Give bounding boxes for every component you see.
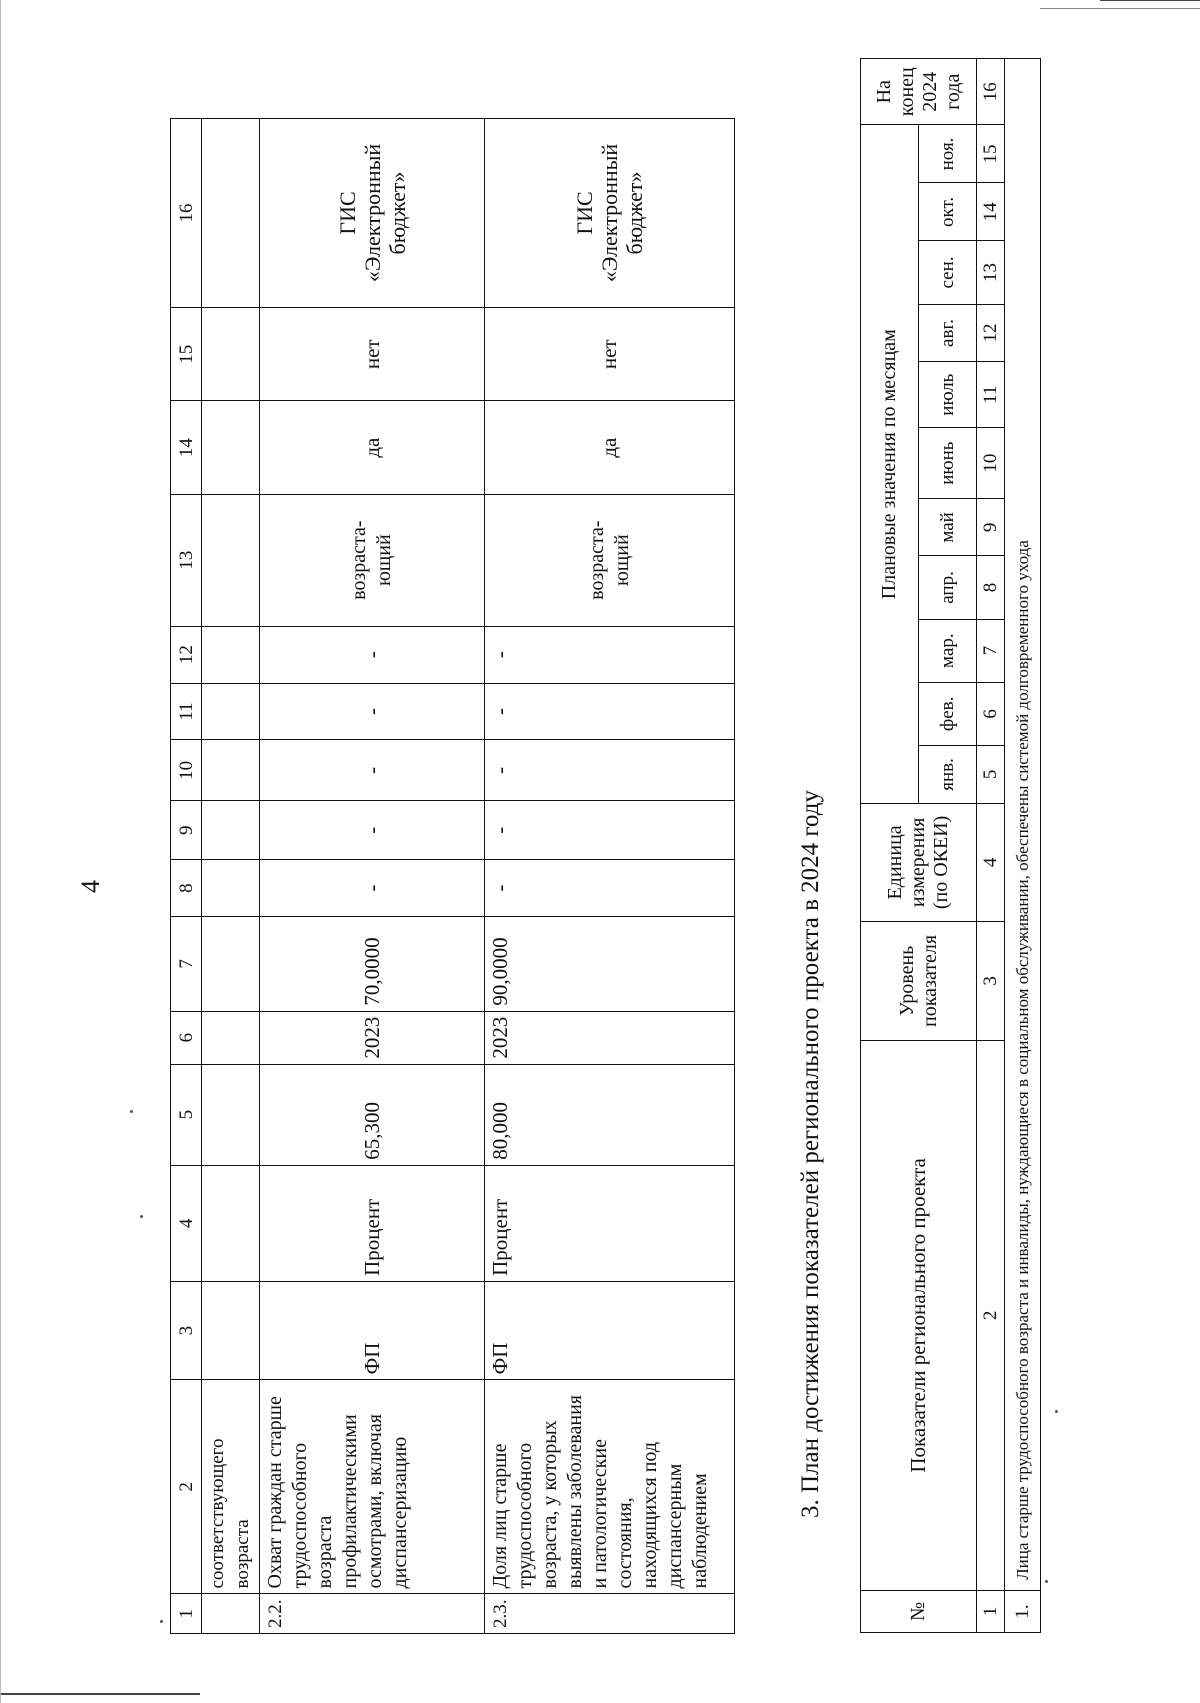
continuation-name: соответствующего возраста [202,1380,260,1594]
num-header: № [861,1590,977,1632]
item-text: Лица старше трудоспособного возраста и инвалиды, нуждающиеся в социальном обслуживании, обеспечены системой долговременного ухода [1005,59,1041,1591]
col-num: 14 [977,183,1005,241]
month-apr: апр. [919,556,977,619]
indicator-name: Охват граждан старше трудоспособного возраста профилактическими осмотрами, включая диспансеризацию [260,1380,485,1594]
col-num: 4 [977,803,1005,921]
table-row-continuation [202,119,260,1634]
header-cell: 5 [171,1064,202,1165]
header-cell: 14 [171,401,202,494]
header-cell: 6 [171,1011,202,1064]
table-row [260,119,485,1634]
plan-item-row [1005,59,1041,1633]
level-header: Уровень показателя [861,921,977,1040]
dash-cell: - [260,740,485,801]
header-cell: 7 [171,917,202,1012]
month-oct: окт. [919,183,977,241]
dash-cell: - [485,801,735,860]
dash-cell: - [260,683,485,740]
indicator-type: ФП [260,1281,485,1379]
col-num: 7 [977,619,1005,682]
indicator-header: Показатели регионального проекта [861,1040,977,1590]
plan-header-row [861,59,919,1633]
row-number: 2.2. [260,1594,485,1634]
target-value: 90,0000 [485,917,735,1012]
header-cell: 9 [171,801,202,860]
item-number: 1. [1005,1590,1041,1632]
flag-yes: да [260,401,485,494]
dash-cell: - [260,860,485,917]
dash-cell: - [485,860,735,917]
header-cell: 16 [171,119,202,308]
month-nov: ноя. [919,125,977,183]
month-jul: июль [919,362,977,427]
flag-no: нет [485,307,735,401]
flag-no: нет [260,307,485,401]
indicators-table [170,118,735,1634]
section-title: 3. План достижения показателей регионального проекта в 2024 году [797,789,824,1518]
month-feb: фев. [919,682,977,745]
col-num: 8 [977,556,1005,619]
table-row [485,119,735,1634]
info-system: ГИС «Электронный бюджет» [260,119,485,308]
row-number: 2.3. [485,1594,735,1634]
header-cell: 12 [171,626,202,683]
header-cell: 15 [171,307,202,401]
month-jun: июнь [919,427,977,499]
dash-cell: - [260,626,485,683]
header-cell: 4 [171,1165,202,1281]
base-value: 65,300 [260,1064,485,1165]
header-cell: 3 [171,1281,202,1379]
col-num: 12 [977,304,1005,362]
base-year: 2023 [485,1011,735,1064]
col-num: 3 [977,921,1005,1040]
col-num: 11 [977,362,1005,427]
header-cell: 10 [171,740,202,801]
month-jan: янв. [919,745,977,803]
indicator-name: Доля лиц старше трудоспособного возраста, у которых выявлены заболевания и патологические состояния, находящихся под диспансерным наблюдением [485,1380,735,1594]
header-number-row [171,119,202,1634]
base-year: 2023 [260,1011,485,1064]
dash-cell: - [260,801,485,860]
year-end-header: На конец 2024 года [861,59,977,125]
target-value: 70,0000 [260,917,485,1012]
unit: Процент [260,1165,485,1281]
header-cell: 2 [171,1380,202,1594]
indicator-type: ФП [485,1281,735,1379]
monthly-header: Плановые значения по месяцам [861,125,919,803]
column-number-row [977,59,1005,1633]
unit: Процент [485,1165,735,1281]
header-cell: 11 [171,683,202,740]
header-cell: 13 [171,494,202,626]
page-number: 4 [76,880,105,893]
col-num: 15 [977,125,1005,183]
col-num: 9 [977,499,1005,556]
col-num: 6 [977,682,1005,745]
month-mar: мар. [919,619,977,682]
header-cell: 8 [171,860,202,917]
dash-cell: - [485,740,735,801]
dash-cell: - [485,683,735,740]
col-num: 13 [977,241,1005,304]
month-aug: авг. [919,304,977,362]
col-num: 1 [977,1590,1005,1632]
col-num: 10 [977,427,1005,499]
header-cell: 1 [171,1594,202,1634]
month-sep: сен. [919,241,977,304]
col-num: 5 [977,745,1005,803]
base-value: 80,000 [485,1064,735,1165]
flag-yes: да [485,401,735,494]
info-system: ГИС «Электронный бюджет» [485,119,735,308]
col-num: 16 [977,59,1005,125]
col-num: 2 [977,1040,1005,1590]
dash-cell: - [485,626,735,683]
month-may: май [919,499,977,556]
trend: возраста-ющий [485,494,735,626]
trend: возраста-ющий [260,494,485,626]
unit-header: Единица измерения (по ОКЕИ) [861,803,977,921]
plan-table [860,58,1041,1633]
